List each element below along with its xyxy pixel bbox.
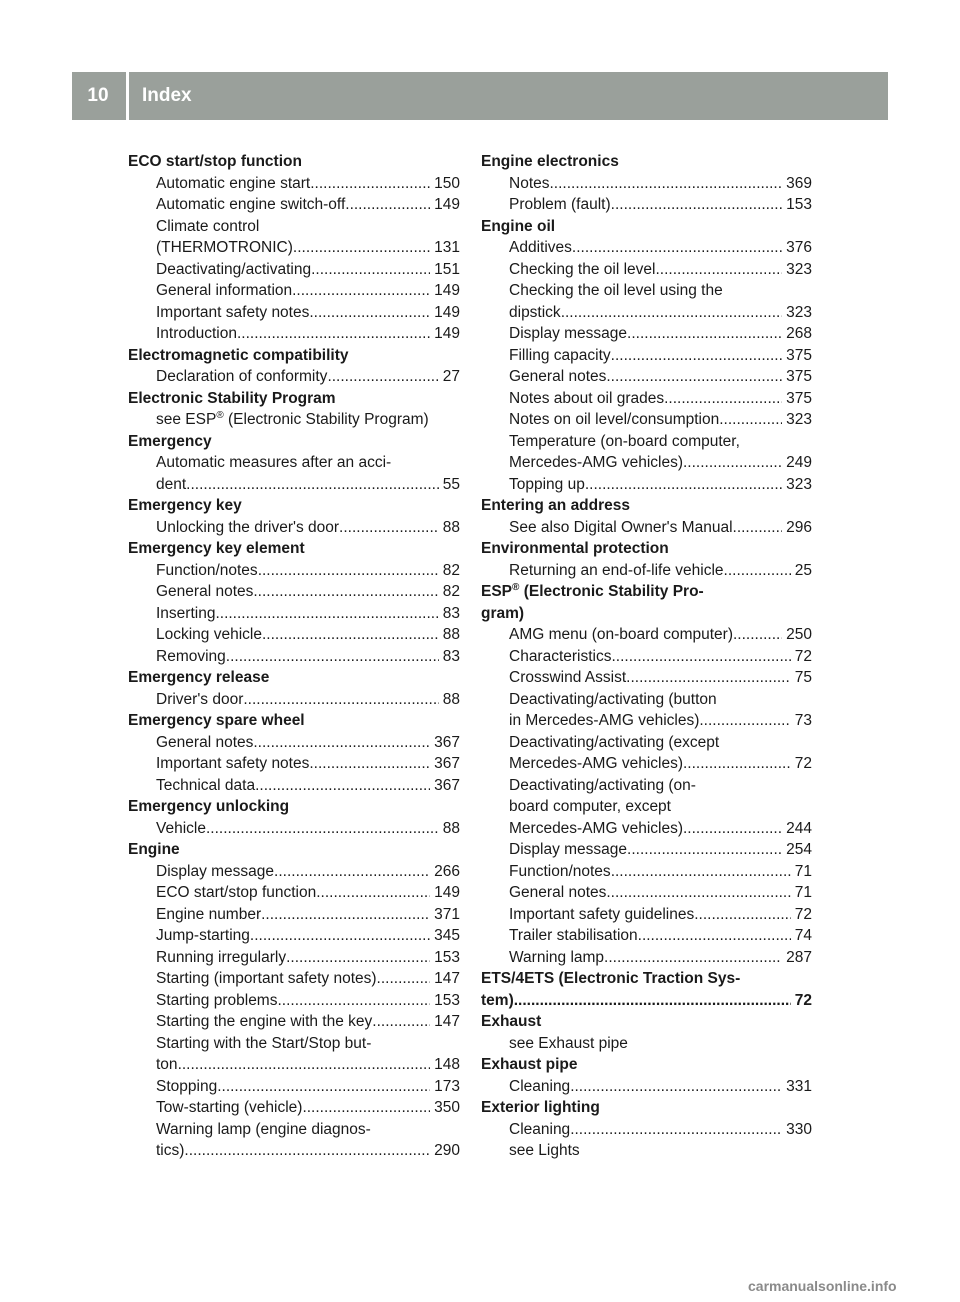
index-page-number: 73 bbox=[794, 712, 812, 729]
leader-dots bbox=[277, 990, 430, 1012]
index-entry bbox=[481, 323, 812, 345]
index-page-number: 27 bbox=[442, 368, 460, 385]
leader-dots bbox=[626, 667, 791, 689]
index-entry-label: Declaration of conformity bbox=[156, 368, 328, 385]
index-entry bbox=[481, 237, 812, 259]
index-entry bbox=[128, 732, 460, 754]
index-heading: Exterior lighting bbox=[481, 1099, 600, 1116]
leader-dots bbox=[606, 882, 790, 904]
leader-dots bbox=[253, 732, 430, 754]
index-entry-label: Cleaning bbox=[509, 1120, 571, 1138]
leader-dots bbox=[612, 646, 791, 668]
index-entry-label: Trailer stabilisation bbox=[509, 927, 638, 944]
index-entry bbox=[128, 968, 460, 990]
index-subentry-text: Climate control bbox=[156, 217, 260, 235]
leader-dots bbox=[311, 259, 430, 281]
index-page-number: 131 bbox=[434, 239, 460, 256]
index-entry bbox=[481, 388, 812, 410]
index-entry-label: Mercedes-AMG vehicles) bbox=[509, 454, 683, 471]
index-heading: Emergency bbox=[128, 432, 212, 450]
index-entry-label: Inserting bbox=[156, 604, 216, 622]
index-page-number: 72 bbox=[794, 991, 812, 1009]
index-subentry-text: Checking the oil level using the bbox=[509, 282, 723, 299]
entry-text: (Electronic Stability Program) bbox=[223, 411, 429, 428]
index-entry-label: Locking vehicle bbox=[156, 626, 262, 643]
index-subentry-text: Starting with the Start/Stop but- bbox=[156, 1034, 372, 1052]
index-entry bbox=[481, 818, 812, 840]
index-entry-label: Important safety notes bbox=[156, 755, 310, 772]
index-page-number: 88 bbox=[442, 518, 460, 536]
index-page-number: 148 bbox=[434, 1056, 460, 1073]
index-entry bbox=[128, 925, 460, 947]
index-subentry-text: Warning lamp (engine diagnos- bbox=[156, 1120, 371, 1138]
index-entry bbox=[481, 839, 812, 861]
leader-dots bbox=[310, 173, 430, 195]
index-page-number: 173 bbox=[434, 1077, 460, 1095]
index-page-number: 367 bbox=[434, 755, 460, 772]
index-entry bbox=[481, 452, 812, 474]
index-entry-label: Problem (fault) bbox=[509, 196, 611, 213]
leader-dots bbox=[683, 753, 791, 775]
index-entry bbox=[128, 302, 460, 324]
index-entry-label: Notes bbox=[509, 174, 550, 192]
index-entry-label: Stopping bbox=[156, 1077, 218, 1095]
leader-dots bbox=[184, 1140, 430, 1162]
index-page-number: 375 bbox=[786, 389, 812, 407]
index-entry bbox=[128, 990, 460, 1012]
index-entry-label: General notes bbox=[509, 368, 607, 385]
index-entry-label: Notes about oil grades bbox=[509, 389, 665, 407]
leader-dots bbox=[514, 990, 791, 1012]
index-entry-label: Deactivating/activating bbox=[156, 260, 312, 278]
index-entry bbox=[128, 474, 460, 496]
index-page-number: 250 bbox=[786, 626, 812, 643]
index-entry bbox=[128, 1054, 460, 1076]
index-entry bbox=[481, 560, 812, 582]
index-entry-label: Starting problems bbox=[156, 991, 278, 1009]
index-entry bbox=[481, 646, 812, 668]
index-entry bbox=[128, 366, 460, 388]
index-entry bbox=[128, 1097, 460, 1119]
leader-dots bbox=[292, 280, 430, 302]
leader-dots bbox=[345, 194, 430, 216]
index-page-number: 82 bbox=[442, 583, 460, 600]
index-heading: ETS/4ETS (Electronic Traction Sys- bbox=[481, 970, 741, 987]
leader-dots bbox=[664, 388, 782, 410]
index-heading: Emergency spare wheel bbox=[128, 712, 305, 729]
index-entry-label: ton bbox=[156, 1056, 178, 1073]
leader-dots bbox=[215, 603, 438, 625]
leader-dots bbox=[377, 968, 431, 990]
index-page-number: 296 bbox=[786, 518, 812, 536]
index-entry-label: Display message bbox=[156, 862, 275, 880]
index-entry-label: Automatic engine switch-off bbox=[156, 196, 346, 213]
index-page-number: 331 bbox=[786, 1077, 812, 1095]
index-page-number: 367 bbox=[434, 776, 460, 794]
leader-dots bbox=[655, 259, 782, 281]
index-heading: Engine electronics bbox=[481, 153, 619, 170]
index-entry bbox=[481, 904, 812, 926]
section-title: Index bbox=[142, 85, 192, 106]
leader-dots bbox=[293, 237, 430, 259]
index-heading: Emergency unlocking bbox=[128, 798, 290, 815]
page-number: 10 bbox=[87, 85, 109, 106]
index-page-number: 72 bbox=[794, 647, 812, 665]
leader-dots bbox=[178, 1054, 431, 1076]
index-entry bbox=[481, 1119, 812, 1141]
index-entry bbox=[481, 345, 812, 367]
index-entry-label: Notes on oil level/consumption bbox=[509, 411, 720, 428]
index-entry bbox=[128, 861, 460, 883]
registered-mark: ® bbox=[512, 581, 520, 593]
index-page-number: 375 bbox=[786, 346, 812, 364]
index-page-number: 330 bbox=[786, 1120, 812, 1138]
leader-dots bbox=[327, 366, 438, 388]
index-subentry-text: Deactivating/activating (on- bbox=[509, 776, 696, 794]
index-page-number: 88 bbox=[442, 690, 460, 708]
leader-dots bbox=[627, 323, 782, 345]
leader-dots bbox=[372, 1011, 430, 1033]
index-entry-label: in Mercedes-AMG vehicles) bbox=[509, 712, 700, 729]
index-subentry-text: board computer, except bbox=[509, 798, 671, 815]
index-heading: Emergency key bbox=[128, 497, 242, 514]
index-heading: Environmental protection bbox=[481, 540, 669, 557]
index-entry-label: Tow-starting (vehicle) bbox=[156, 1099, 303, 1116]
index-entry-label: Starting (important safety notes) bbox=[156, 970, 377, 987]
leader-dots bbox=[627, 839, 782, 861]
index-entry-label: General notes bbox=[156, 583, 254, 600]
index-entry-label: ECO start/stop function bbox=[156, 884, 317, 901]
index-heading: Exhaust bbox=[481, 1013, 542, 1030]
index-entry-label: Crosswind Assist bbox=[509, 669, 627, 686]
index-page-number: 151 bbox=[434, 260, 460, 278]
watermark: carmanualsonline.info bbox=[748, 1278, 897, 1294]
leader-dots bbox=[250, 925, 430, 947]
index-page-number: 72 bbox=[794, 905, 812, 923]
index-entry-label: Automatic engine start bbox=[156, 174, 311, 192]
leader-dots bbox=[258, 560, 439, 582]
index-entry bbox=[128, 173, 460, 195]
index-entry-label: tem) bbox=[481, 991, 514, 1009]
index-entry-label: Display message bbox=[509, 841, 628, 858]
index-entry-label: Technical data bbox=[156, 776, 256, 794]
index-entry-label: Introduction bbox=[156, 325, 237, 342]
index-entry-label: Driver's door bbox=[156, 690, 244, 708]
index-entry bbox=[481, 990, 812, 1012]
index-page-number: 149 bbox=[434, 303, 460, 321]
index-page-number: 323 bbox=[786, 475, 812, 493]
index-page-number: 367 bbox=[434, 733, 460, 751]
index-page-number: 83 bbox=[442, 604, 460, 622]
index-heading: ECO start/stop function bbox=[128, 153, 302, 170]
index-entry bbox=[481, 861, 812, 883]
index-heading: Exhaust pipe bbox=[481, 1056, 578, 1073]
leader-dots bbox=[606, 366, 782, 388]
index-entry-label: Starting the engine with the key bbox=[156, 1013, 373, 1030]
leader-dots bbox=[274, 861, 430, 883]
index-page-number: 244 bbox=[786, 819, 812, 837]
index-entry bbox=[481, 710, 812, 732]
leader-dots bbox=[253, 581, 438, 603]
entry-text: see ESP bbox=[156, 411, 217, 428]
index-entry bbox=[128, 882, 460, 904]
index-entry bbox=[128, 194, 460, 216]
index-entry bbox=[128, 323, 460, 345]
index-entry-label: Checking the oil level bbox=[509, 260, 656, 278]
index-entry bbox=[481, 173, 812, 195]
index-entry bbox=[481, 366, 812, 388]
entry-text: ESP bbox=[481, 583, 513, 600]
index-page-number: 147 bbox=[434, 970, 460, 987]
index-entry-label: Returning an end-of-life vehicle bbox=[509, 561, 724, 579]
index-entry-label: (THERMOTRONIC) bbox=[156, 239, 293, 256]
index-entry bbox=[481, 667, 812, 689]
leader-dots bbox=[339, 517, 439, 539]
index-entry bbox=[481, 925, 812, 947]
leader-dots bbox=[683, 452, 782, 474]
index-entry bbox=[481, 474, 812, 496]
index-page-number: 25 bbox=[794, 561, 812, 579]
index-entry-label: Removing bbox=[156, 647, 226, 665]
index-page-number: 323 bbox=[786, 303, 812, 321]
index-page-number: 83 bbox=[442, 647, 460, 665]
leader-dots bbox=[261, 904, 430, 926]
index-subentry-text: see Exhaust pipe bbox=[509, 1034, 628, 1052]
entry-text: (Electronic Stability Pro- bbox=[519, 583, 704, 600]
index-heading: Emergency key element bbox=[128, 540, 305, 557]
index-entry bbox=[128, 259, 460, 281]
index-page-number: 350 bbox=[434, 1099, 460, 1116]
index-page-number: 266 bbox=[434, 862, 460, 880]
index-page-number: 149 bbox=[434, 884, 460, 901]
index-entry bbox=[481, 409, 812, 431]
index-entry bbox=[128, 753, 460, 775]
index-page-number: 147 bbox=[434, 1013, 460, 1030]
index-page-number: 375 bbox=[786, 368, 812, 385]
registered-mark: ® bbox=[216, 409, 224, 421]
index-entry bbox=[128, 775, 460, 797]
index-page-number: 323 bbox=[786, 411, 812, 428]
index-entry-label: tics) bbox=[156, 1142, 185, 1159]
index-heading: Engine bbox=[128, 841, 180, 858]
index-page-number: 72 bbox=[794, 755, 812, 772]
leader-dots bbox=[683, 818, 782, 840]
index-page-number: 71 bbox=[794, 884, 812, 901]
index-entry-label: General notes bbox=[156, 733, 254, 751]
index-page-number: 323 bbox=[786, 260, 812, 278]
index-entry-label: Running irregularly bbox=[156, 948, 287, 966]
index-page-number: 71 bbox=[794, 862, 812, 880]
index-entry bbox=[128, 1140, 460, 1162]
index-page-number: 345 bbox=[434, 927, 460, 944]
index-page-number: 153 bbox=[786, 196, 812, 213]
index-page-number: 149 bbox=[434, 325, 460, 342]
index-column-left bbox=[128, 151, 460, 1162]
index-entry bbox=[128, 646, 460, 668]
index-entry-label: dipstick bbox=[509, 303, 561, 321]
leader-dots bbox=[186, 474, 439, 496]
leader-dots bbox=[561, 302, 782, 324]
index-entry bbox=[481, 259, 812, 281]
index-entry-label: Jump-starting bbox=[156, 927, 250, 944]
index-entry bbox=[481, 517, 812, 539]
index-entry-label: Unlocking the driver's door bbox=[156, 518, 340, 536]
index-page-number: 376 bbox=[786, 239, 812, 256]
index-entry bbox=[128, 560, 460, 582]
header-divider bbox=[126, 72, 129, 120]
index-entry-label: General notes bbox=[509, 884, 607, 901]
index-entry bbox=[481, 882, 812, 904]
index-entry bbox=[128, 947, 460, 969]
index-entry bbox=[128, 904, 460, 926]
index-entry-label: Warning lamp bbox=[509, 948, 605, 966]
leader-dots bbox=[733, 624, 782, 646]
index-page-number: 150 bbox=[434, 174, 460, 192]
leader-dots bbox=[206, 818, 439, 840]
leader-dots bbox=[570, 1119, 782, 1141]
leader-dots bbox=[572, 237, 782, 259]
leader-dots bbox=[611, 345, 782, 367]
index-entry bbox=[128, 280, 460, 302]
leader-dots bbox=[694, 904, 791, 926]
leader-dots bbox=[604, 947, 782, 969]
leader-dots bbox=[611, 194, 782, 216]
page-header bbox=[72, 72, 888, 120]
index-entry bbox=[128, 603, 460, 625]
index-entry-label: Characteristics bbox=[509, 647, 612, 665]
index-page-number: 82 bbox=[442, 561, 460, 579]
index-entry-label: Additives bbox=[509, 239, 572, 256]
index-entry bbox=[128, 1011, 460, 1033]
index-subentry-text: Automatic measures after an acci- bbox=[156, 454, 392, 471]
leader-dots bbox=[638, 925, 791, 947]
index-heading: Electromagnetic compatibility bbox=[128, 346, 349, 364]
index-entry-label: Function/notes bbox=[156, 561, 258, 579]
leader-dots bbox=[550, 173, 783, 195]
leader-dots bbox=[611, 861, 791, 883]
leader-dots bbox=[719, 409, 782, 431]
index-heading: Emergency release bbox=[128, 669, 270, 686]
index-heading: Entering an address bbox=[481, 497, 631, 514]
index-heading: Electronic Stability Program bbox=[128, 389, 336, 407]
index-page-number: 149 bbox=[434, 282, 460, 299]
index-heading: Engine oil bbox=[481, 217, 556, 235]
leader-dots bbox=[237, 323, 430, 345]
leader-dots bbox=[733, 517, 783, 539]
index-entry-label: Mercedes-AMG vehicles) bbox=[509, 819, 683, 837]
index-page-number: 153 bbox=[434, 991, 460, 1009]
index-subentry-text: Deactivating/activating (button bbox=[509, 690, 717, 708]
index-entry-label: dent bbox=[156, 475, 187, 493]
index-entry-label: General information bbox=[156, 282, 293, 299]
index-entry-label: Vehicle bbox=[156, 819, 206, 837]
index-entry-label: Important safety notes bbox=[156, 303, 310, 321]
index-entry bbox=[481, 947, 812, 969]
index-page-number: 371 bbox=[434, 905, 460, 923]
index-entry-label: See also Digital Owner's Manual bbox=[509, 518, 733, 536]
index-entry bbox=[481, 302, 812, 324]
leader-dots bbox=[243, 689, 438, 711]
index-page-number: 290 bbox=[434, 1142, 460, 1159]
index-entry-label: Filling capacity bbox=[509, 346, 611, 364]
index-page-number: 153 bbox=[434, 948, 460, 966]
index-entry-label: AMG menu (on-board computer) bbox=[509, 626, 733, 643]
index-entry bbox=[481, 624, 812, 646]
index-page-number: 369 bbox=[786, 174, 812, 192]
index-page-number: 55 bbox=[442, 475, 460, 493]
leader-dots bbox=[309, 753, 430, 775]
index-entry-with-mark bbox=[481, 581, 812, 603]
index-subentry-text: Temperature (on-board computer, bbox=[509, 432, 740, 450]
index-entry bbox=[128, 624, 460, 646]
leader-dots bbox=[302, 1097, 430, 1119]
index-entry-label: Engine number bbox=[156, 905, 262, 923]
index-entry-label: Function/notes bbox=[509, 862, 611, 880]
index-entry bbox=[128, 517, 460, 539]
leader-dots bbox=[286, 947, 430, 969]
index-subentry-text: Deactivating/activating (except bbox=[509, 733, 720, 751]
index-column-right bbox=[481, 151, 812, 1162]
index-entry bbox=[128, 581, 460, 603]
leader-dots bbox=[699, 710, 790, 732]
index-page-number: 75 bbox=[794, 669, 812, 686]
index-page-number: 249 bbox=[786, 454, 812, 471]
leader-dots bbox=[217, 1076, 430, 1098]
index-page-number: 268 bbox=[786, 325, 812, 342]
index-entry bbox=[481, 753, 812, 775]
index-entry-label: Mercedes-AMG vehicles) bbox=[509, 755, 683, 772]
index-entry-label: Important safety guidelines bbox=[509, 905, 695, 923]
leader-dots bbox=[255, 775, 430, 797]
index-entry bbox=[128, 818, 460, 840]
index-page-number: 88 bbox=[442, 626, 460, 643]
index-entry-label: Cleaning bbox=[509, 1077, 571, 1095]
index-entry bbox=[128, 237, 460, 259]
index-page-number: 254 bbox=[786, 841, 812, 858]
index-heading: gram) bbox=[481, 604, 525, 622]
index-subentry-text: see Lights bbox=[509, 1142, 580, 1159]
index-entry bbox=[481, 194, 812, 216]
index-page-number: 74 bbox=[794, 927, 812, 944]
leader-dots bbox=[226, 646, 439, 668]
index-entry bbox=[128, 689, 460, 711]
leader-dots bbox=[309, 302, 430, 324]
leader-dots bbox=[585, 474, 782, 496]
leader-dots bbox=[724, 560, 791, 582]
index-page-number: 88 bbox=[442, 819, 460, 837]
index-entry bbox=[128, 1076, 460, 1098]
leader-dots bbox=[570, 1076, 782, 1098]
index-entry-label: Display message bbox=[509, 325, 628, 342]
leader-dots bbox=[262, 624, 439, 646]
index-page-number: 287 bbox=[786, 948, 812, 966]
index-entry bbox=[481, 1076, 812, 1098]
leader-dots bbox=[316, 882, 430, 904]
index-entry-label: Topping up bbox=[509, 475, 585, 493]
index-page-number: 149 bbox=[434, 196, 460, 213]
index-entry-with-mark bbox=[128, 409, 460, 431]
